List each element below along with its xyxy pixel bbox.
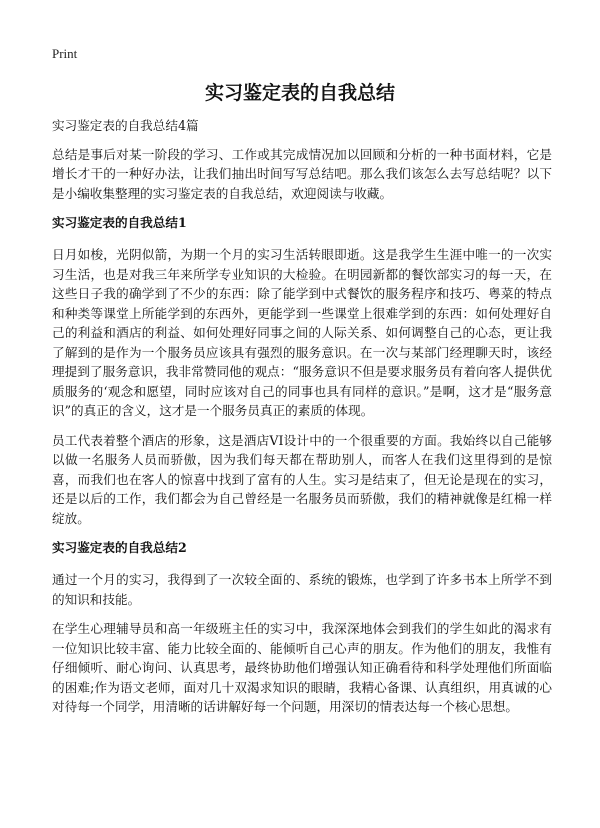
intro-paragraph: 总结是事后对某一阶段的学习、工作或其完成情况加以回顾和分析的一种书面材料，它是增长才干的一种好办法，让我们抽出时间写写总结吧。那么我们该怎么去写总结呢？以下是小编收集整理的实习鉴定表的自我总结，欢迎阅读与收藏。: [52, 146, 552, 201]
section-heading-1: 实习鉴定表的自我总结1: [52, 215, 187, 230]
page-title: 实习鉴定表的自我总结: [204, 82, 395, 104]
section-heading-2: 实习鉴定表的自我总结2: [52, 540, 187, 555]
section-2-paragraph-1: 通过一个月的实习，我得到了一次较全面的、系统的锻炼，也学到了许多书本上所学不到的知识和技能。: [52, 572, 552, 607]
article-body: [52, 116, 552, 727]
section-1-paragraph-1: 日月如梭，光阴似箭，为期一个月的实习生活转眼即逝。这是我学生生涯中唯一的一次实习生活，也是对我三年来所学专业知识的大检验。在明园新都的餐饮部实习的每一天，在这些日子我的确学到了不少的东西：除了能学到中式餐饮的服务程序和技巧、粤菜的特点和种类等课堂上所能学到的东西外，更能学到一些课堂上很难学到的东西：如何处理好自己的利益和酒店的利益、如何处理好同事之间的人际关系、如何调整自己的心态，更让我了解到的是作为一个服务员应该具有强烈的服务意识。在一次与某部门经理聊天时，该经理提到了服务意识，我非常赞同他的观点：“服务意识不但是要求服务员有着向客人提供优质服务的‘观念和愿望，同时应该对自己的同事也具有同样的意识。”是啊，这才是“服务意识”的真正的含义，这才是一个服务员真正的素质的体现。: [52, 247, 552, 418]
article-subtitle: 实习鉴定表的自我总结4篇: [52, 118, 199, 133]
section-1-paragraph-2: 员工代表着整个酒店的形象，这是酒店VI设计中的一个很重要的方面。我始终以自己能够以做一名服务人员而骄傲，因为我们每天都在帮助别人，而客人在我们这里得到的是惊喜，而我们也在客人的惊喜中找到了富有的人生。实习是结束了，但无论是现在的实习，还是以后的工作，我们都会为自己曾经是一名服务员而骄傲，我们的精神就像是红棉一样绽放。: [52, 432, 552, 526]
section-2-paragraph-2: 在学生心理辅导员和高一年级班主任的实习中，我深深地体会到我们的学生如此的渴求有一位知识比较丰富、能力比较全面的、能倾听自己心声的朋友。作为他们的朋友，我惟有仔细倾听、耐心询问、认真思考，最终协助他们增强认知正确看待和科学处理他们所面临的困难;作为语文老师，面对几十双渴求知识的眼睛，我精心备课、认真组织，用真诚的心对待每一个同学，用清晰的话讲解好每一个问题，用深切的情表达每一个核心思想。: [52, 621, 552, 714]
print-link[interactable]: Print: [52, 46, 78, 61]
